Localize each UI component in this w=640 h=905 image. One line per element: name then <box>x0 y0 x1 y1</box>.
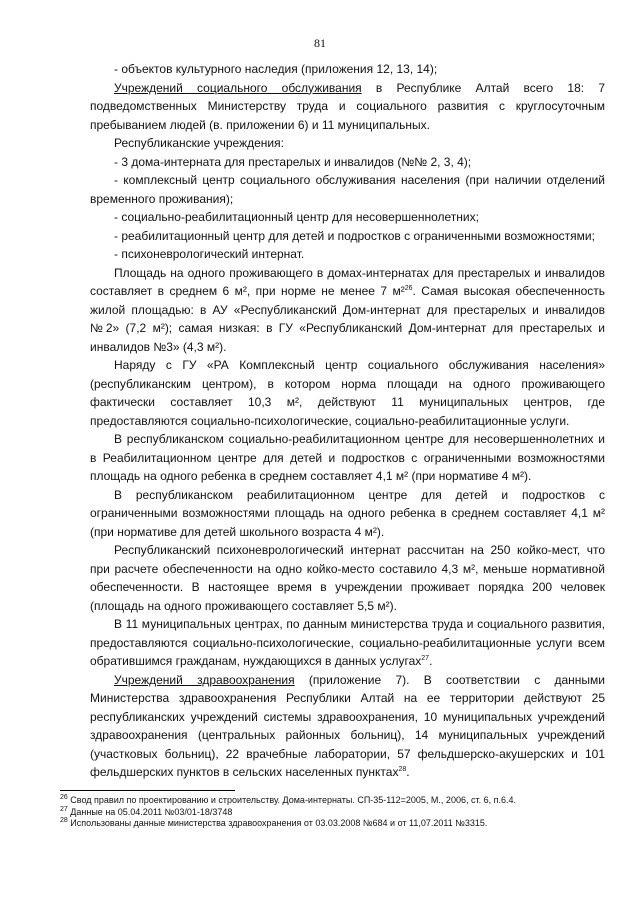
section-lead-social: Учреждений социального обслуживания <box>114 80 362 95</box>
paragraph-text: в Республике Алтай всего 18: 7 подведомственных Министерству труда и социального развития с круглосуточным пребыванием людей (в. приложении 6) и 11 муниципальных. <box>90 80 605 132</box>
page-number: 81 <box>314 36 326 50</box>
footnote-text: Использованы данные министерства здравоохранения от 03.03.2008 №684 и от 11,07.2011 №3315. <box>67 818 488 828</box>
paragraph-rehab-minors <box>90 430 605 486</box>
paragraph-heritage-objects <box>90 60 605 79</box>
list-item-rehab-minors <box>90 208 605 227</box>
footnote-ref-28[interactable]: 28 <box>398 766 407 773</box>
footnote-number: 26 <box>60 794 68 801</box>
paragraph-text: - психоневрологический интернат. <box>114 247 305 261</box>
paragraph-text: Площадь на одного проживающего в домах-интернатах для престарелых и инвалидов составляет в среднем 6 м², при норме не менее 7 м² <box>90 265 605 298</box>
list-item-rehab-children <box>90 227 605 246</box>
paragraph-rehab-children <box>90 486 605 542</box>
body-text <box>90 60 605 782</box>
list-item-nursing-homes <box>90 153 605 172</box>
footnote-number: 28 <box>60 817 68 824</box>
paragraph-municipal-centers <box>90 615 605 671</box>
footnote-ref-27[interactable]: 27 <box>421 655 430 662</box>
footnote-26 <box>60 795 605 807</box>
paragraph-text: - 3 дома-интерната для престарелых и инвалидов (№№ 2, 3, 4); <box>114 154 472 169</box>
paragraph-text: - социально-реабилитационный центр для несовершеннолетних; <box>114 210 479 224</box>
paragraph-text: В 11 муниципальных центрах, по данным министерства труда и социального развития, предоставляются социально-психологические, социально-реабилитационные услуги всем обратившимся гражданам, нуждающихся в данных услугах <box>90 617 605 668</box>
paragraph-text: - объектов культурного наследия (приложения 12, 13, 14); <box>114 62 438 76</box>
list-item-complex-center <box>90 171 605 208</box>
paragraph-text-tail: . Самая высокая обеспеченность жилой площадью: в АУ «Республиканский Дом-интернат для престарелых и инвалидов №2» (7,2 м²); самая низкая: в ГУ «Республиканский Дом-интернат для престарелых и инвалидов №3» (4,3 м²). <box>90 284 606 354</box>
paragraph-text: Республиканский психоневрологический интернат рассчитан на 250 койко-мест, что при расчете обеспеченности на одно койко-место составило 4,3 м², меньше нормативной обеспеченности. В настоящее время в учреждении проживает порядка 200 человек (площадь на одного проживающего составляет 5,5 м²). <box>90 543 605 613</box>
paragraph-text: - комплексный центр социального обслуживания населения (при наличии отделений временного проживания); <box>90 173 605 206</box>
paragraph-text: В республиканском реабилитационном центре для детей и подростков с ограниченными возможностями площадь на одного ребенка в среднем составляет 4,1 м² (при нормативе для детей школьного возраста 4 м²). <box>90 487 605 539</box>
footnote-text: Свод правил по проектированию и строительству. Дома-интернаты. СП-35-112=2005, М., 2006, ст. 6, п.6.4. <box>67 795 516 805</box>
footnote-ref-26[interactable]: 26 <box>404 285 413 292</box>
paragraph-social-institutions <box>90 79 605 135</box>
paragraph-text: В республиканском социально-реабилитационном центре для несовершеннолетних и в Реабилитационном центре для детей и подростков с ограниченными возможностями площадь на одного ребенка в среднем составляет 4,1 м² (при нормативе 4 м²). <box>90 432 605 483</box>
paragraph-text: - реабилитационный центр для детей и подростков с ограниченными возможностями; <box>114 228 595 243</box>
footnotes <box>60 795 605 830</box>
list-item-psycho-internat <box>90 245 605 264</box>
footnote-divider <box>60 790 235 791</box>
section-lead-healthcare: Учреждений здравоохранения <box>114 672 295 687</box>
paragraph-text-tail: . <box>406 765 410 779</box>
paragraph-healthcare <box>90 671 605 782</box>
footnote-text: Данные на 05.04.2011 №03/01-18/3748 <box>67 806 233 817</box>
paragraph-area-per-resident <box>90 264 605 357</box>
paragraph-psycho-internat <box>90 541 605 615</box>
footnote-27 <box>60 807 605 819</box>
footnote-28 <box>60 818 605 830</box>
paragraph-text: (приложение 7). В соответствии с данными Министерства здравоохранения Республики Алтай на ее территории действуют 25 республиканских учреждений системы здравоохранения, 10 муниципальных учреждений здравоохранения (центральных районных больниц), 14 муниципальных учреждений (участковых больниц), 22 врачебные лаборатории, 57 фельдшерско-акушерских и 101 фельдшерских пунктов в сельских населенных пунктах <box>90 672 605 779</box>
paragraph-text: Наряду с ГУ «РА Комплексный центр социального обслуживания населения» (республиканским центром), в котором норма площади на одного проживающего фактически составляет 10,3 м², действуют 11 муниципальных центров, где предоставляются социально-психологические, социально-реабилитационные услуги. <box>90 358 605 428</box>
footnote-number: 27 <box>60 805 68 813</box>
paragraph-text-tail: . <box>429 654 433 668</box>
paragraph-complex-center <box>90 356 605 430</box>
paragraph-republican-heading <box>90 134 605 153</box>
paragraph-text: Республиканские учреждения: <box>114 136 284 150</box>
